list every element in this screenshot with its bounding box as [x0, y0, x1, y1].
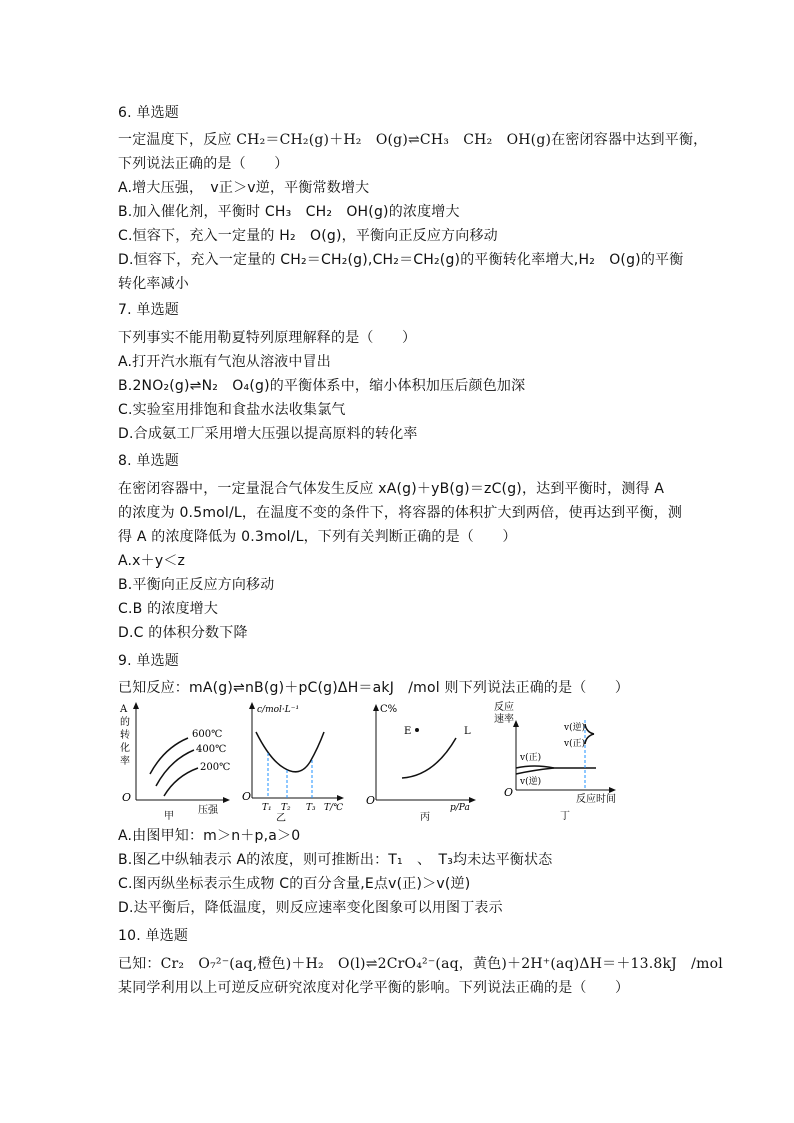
jia-curve-label-200: 200℃	[200, 762, 231, 773]
yi-tick-t3: T₃	[306, 803, 316, 813]
bing-origin: O	[366, 794, 376, 807]
q9-option-b[interactable]: B.图乙中纵轴表示 A的浓度，则可推断出：T₁ 、 T₃均未达平衡状态	[118, 852, 553, 868]
jia-y-arrow	[133, 702, 139, 709]
ding-label-ni-top: v(逆)	[564, 723, 586, 733]
q6-option-c[interactable]: C.恒容下，充入一定量的 H₂ O(g)，平衡向正反应方向移动	[118, 228, 498, 244]
q8-stem-line-1: 在密闭容器中，一定量混合气体发生反应 xA(g)＋yB(g)＝zC(g)，达到平衡时，测得 A	[118, 481, 665, 497]
ding-x-arrow	[609, 787, 616, 793]
q9-option-a[interactable]: A.由图甲知：m＞n＋p,a＞0	[118, 828, 301, 844]
bing-point-e	[415, 728, 419, 732]
yi-caption: 乙	[276, 813, 286, 822]
bing-xlabel: p/Pa	[450, 803, 470, 813]
yi-y-arrow	[249, 702, 255, 709]
ding-xlabel: 反应时间	[576, 794, 616, 805]
q10-stem-line-1: 已知：Cr₂ O₇²⁻(aq,橙色)＋H₂ O(l)⇌2CrO₄²⁻(aq，黄色)＋2H⁺(aq)ΔH＝＋13.8kJ /mol	[118, 956, 723, 972]
jia-origin: O	[122, 791, 132, 804]
q6-stem-line-2: 下列说法正确的是（ ）	[118, 156, 289, 172]
bing-curve-l	[402, 738, 456, 778]
q7-option-b[interactable]: B.2NO₂(g)⇌N₂ O₄(g)的平衡体系中，缩小体积加压后颜色加深	[118, 378, 526, 394]
q10-header: 10. 单选题	[118, 928, 189, 944]
ding-ylabel-2: 速率	[494, 714, 514, 725]
figure-yi	[240, 700, 350, 822]
q8-option-a[interactable]: A.x＋y＜z	[118, 553, 186, 569]
q6-option-b[interactable]: B.加入催化剂，平衡时 CH₃ CH₂ OH(g)的浓度增大	[118, 204, 460, 220]
jia-ylabel-char-4: 化	[120, 743, 130, 754]
ding-curve-ni-after	[585, 724, 594, 734]
q7-option-c[interactable]: C.实验室用排饱和食盐水法收集氯气	[118, 402, 346, 418]
q7-header: 7. 单选题	[118, 302, 180, 318]
q6-option-d-continued: 转化率减小	[118, 276, 189, 292]
q7-option-d[interactable]: D.合成氨工厂采用增大压强以提高原料的转化率	[118, 426, 418, 442]
jia-ylabel-char-2: 的	[120, 717, 130, 728]
q6-header: 6. 单选题	[118, 105, 180, 121]
q9-header: 9. 单选题	[118, 653, 180, 669]
ding-label-zheng-bottom: v(正)	[520, 753, 542, 763]
jia-curve-400	[156, 750, 194, 786]
jia-curve-label-600: 600℃	[192, 729, 223, 740]
jia-ylabel-char-3: 转	[120, 730, 130, 741]
ding-ylabel-1: 反应	[494, 702, 514, 713]
yi-curve	[256, 732, 324, 772]
yi-tick-t2: T₂	[281, 803, 291, 813]
jia-curve-200	[164, 768, 198, 796]
figure-ding	[494, 700, 624, 822]
ding-curve-zheng-after	[585, 734, 594, 744]
yi-xlabel: T/℃	[324, 803, 344, 813]
q8-header: 8. 单选题	[118, 453, 180, 469]
jia-curve-label-400: 400℃	[196, 744, 227, 755]
ding-label-zheng-top: v(正)	[564, 739, 586, 749]
yi-ylabel: c/mol·L⁻¹	[257, 705, 300, 715]
bing-y-arrow	[373, 704, 379, 711]
yi-x-arrow	[337, 795, 344, 801]
q10-stem-line-2: 某同学利用以上可逆反应研究浓度对化学平衡的影响。下列说法正确的是（ ）	[118, 980, 630, 996]
yi-tick-t1: T₁	[262, 803, 272, 813]
q8-option-d[interactable]: D.C 的体积分数下降	[118, 625, 248, 641]
ding-origin: O	[504, 786, 514, 799]
jia-x-arrow	[223, 797, 230, 803]
ding-curve-ni-before	[516, 768, 554, 774]
bing-point-e-label: E	[404, 726, 412, 737]
jia-ylabel-char-1: A	[120, 704, 128, 715]
jia-ylabel-char-5: 率	[120, 756, 130, 767]
q8-option-b[interactable]: B.平衡向正反应方向移动	[118, 577, 275, 593]
q6-stem-line-1: 一定温度下，反应 CH₂＝CH₂(g)＋H₂ O(g)⇌CH₃ CH₂ OH(g)在密闭容器中达到平衡，	[118, 132, 708, 148]
jia-xlabel: 压强	[198, 805, 218, 816]
yi-origin: O	[242, 790, 252, 803]
q9-stem: 已知反应：mA(g)⇌nB(g)＋pC(g)ΔH＝akJ /mol 则下列说法正确的是（ ）	[118, 680, 630, 696]
figure-bing	[364, 700, 486, 822]
q7-option-a[interactable]: A.打开汽水瓶有气泡从溶液中冒出	[118, 354, 331, 370]
jia-caption: 甲	[164, 811, 174, 822]
bing-curve-l-label: L	[464, 726, 471, 737]
bing-caption: 丙	[420, 812, 430, 822]
figure-jia	[116, 700, 234, 822]
ding-curve-zheng-before	[516, 766, 554, 768]
bing-x-arrow	[469, 797, 476, 803]
q8-option-c[interactable]: C.B 的浓度增大	[118, 601, 219, 617]
q7-stem: 下列事实不能用勒夏特列原理解释的是（ ）	[118, 330, 417, 346]
ding-caption: 丁	[560, 811, 570, 822]
q9-option-d[interactable]: D.达平衡后，降低温度，则反应速率变化图象可以用图丁表示	[118, 900, 503, 916]
q6-option-a[interactable]: A.增大压强， v正＞v逆，平衡常数增大	[118, 180, 370, 196]
ding-label-ni-bottom: v(逆)	[520, 777, 542, 787]
q8-stem-line-3: 得 A 的浓度降低为 0.3mol/L，下列有关判断正确的是（ ）	[118, 529, 517, 545]
q9-option-c[interactable]: C.图丙纵坐标表示生成物 C的百分含量,E点v(正)＞v(逆)	[118, 876, 471, 892]
q8-stem-line-2: 的浓度为 0.5mol/L，在温度不变的条件下，将容器的体积扩大到两倍，使再达到平衡，测	[118, 505, 683, 521]
bing-ylabel: C%	[380, 704, 398, 715]
q6-option-d[interactable]: D.恒容下，充入一定量的 CH₂＝CH₂(g),CH₂＝CH₂(g)的平衡转化率增大,H₂ O(g)的平衡	[118, 252, 684, 268]
